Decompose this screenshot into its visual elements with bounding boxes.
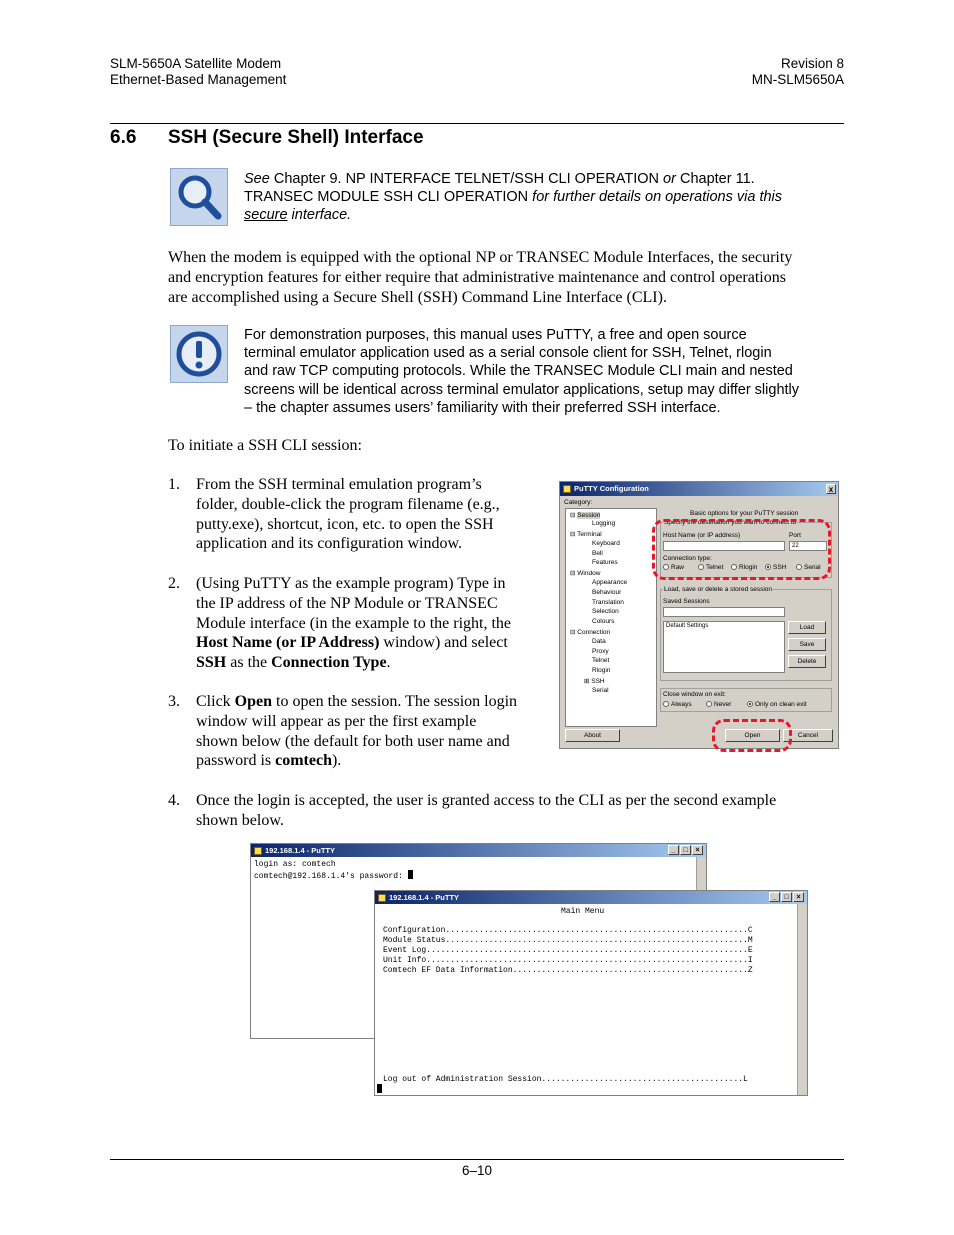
maximize-icon[interactable]: □ — [680, 845, 691, 855]
cancel-button[interactable]: Cancel — [783, 729, 833, 742]
menu-item-event-log: Event Log...................................................................E — [383, 946, 753, 955]
stored-sessions-group — [660, 586, 832, 681]
highlight-connection-settings — [652, 519, 831, 580]
radio-icon — [663, 701, 669, 707]
tree-item-bell[interactable]: Bell — [592, 550, 603, 557]
section-heading — [110, 127, 424, 149]
main-menu-heading: Main Menu — [561, 907, 605, 916]
menu-item-logout: Log out of Administration Session..........................................L — [383, 1075, 748, 1084]
section-title: SSH (Secure Shell) Interface — [168, 127, 424, 148]
menu-item-configuration: Configuration...............................................................C — [383, 926, 753, 935]
login-window-titlebar: 192.168.1.4 - PuTTY _ □ × — [251, 844, 706, 857]
step-1-number: 1. — [168, 476, 180, 493]
putty-main-menu-window — [374, 890, 808, 1096]
page-number: 6–10 — [461, 1163, 493, 1178]
putty-app-icon — [563, 485, 571, 493]
tree-item-proxy[interactable]: Proxy — [592, 648, 609, 655]
conn-type-telnet[interactable]: Telnet — [698, 564, 723, 571]
step-3-number: 3. — [168, 693, 180, 710]
destination-label: Specify the destination you want to connect to — [664, 519, 797, 526]
close-on-exit-group — [660, 688, 832, 712]
default-settings-item[interactable]: Default Settings — [666, 623, 709, 629]
save-button[interactable]: Save — [788, 638, 826, 651]
header-chapter: Ethernet-Based Management — [110, 72, 287, 87]
section-number: 6.6 — [110, 127, 137, 148]
conn-type-raw[interactable]: Raw — [663, 564, 684, 571]
steps-intro: To initiate a SSH CLI session: — [168, 437, 362, 454]
header-right — [752, 56, 844, 88]
step-1-text: From the SSH terminal emulation program’s folder, double-click the program filename (e.g., putty.exe), shortcut, icon, etc. to open the SSH application and its configuration window. — [196, 476, 500, 553]
tree-item-logging[interactable]: Logging — [592, 520, 616, 527]
exclamation-icon — [170, 325, 228, 383]
conn-type-rlogin[interactable]: Rlogin — [731, 564, 757, 571]
port-input[interactable]: 22 — [789, 541, 827, 551]
note-see-also: See Chapter 9. NP INTERFACE TELNET/SSH CLI OPERATION or Chapter 11. TRANSEC MODULE SSH CLI OPERATION for further details on operations via this secure interface. — [244, 171, 783, 224]
header-revision: Revision 8 — [780, 56, 844, 71]
magnifier-icon — [170, 168, 228, 226]
saved-sessions-label: Saved Sessions — [663, 598, 710, 605]
close-icon[interactable]: × — [692, 845, 703, 855]
port-label: Port — [789, 532, 801, 539]
tree-item-behaviour[interactable]: Behaviour — [592, 589, 622, 596]
header-product: SLM-5650A Satellite Modem — [110, 56, 282, 71]
tree-item-ssh[interactable]: SSH — [591, 678, 605, 685]
open-button[interactable]: Open — [725, 729, 780, 742]
window-controls — [668, 845, 703, 855]
scrollbar[interactable] — [797, 904, 807, 1095]
step-4-number: 4. — [168, 792, 180, 809]
maximize-icon[interactable]: □ — [781, 892, 792, 902]
note-putty: For demonstration purposes, this manual uses PuTTY, a free and open source terminal emulator application used as a serial console client for SSH, Telnet, rlogin and raw TCP computing protocols. While the TRANSEC Module CLI main and nested screens will be identical across terminal emulator applications, setup may differ slightly – the chapter assumes users’ familiarity with their preferred SSH interface. — [244, 327, 800, 416]
tree-item-colours[interactable]: Colours — [592, 618, 615, 625]
menu-item-module-status: Module Status...............................................................M — [383, 936, 753, 945]
connection-type-label: Connection type: — [663, 555, 712, 562]
step-2-number: 2. — [168, 575, 180, 592]
close-icon[interactable]: x — [826, 484, 836, 494]
putty-app-icon — [254, 847, 262, 855]
step-2-text: (Using PuTTY as the example program) Type in the IP address of the NP Module or TRANSEC Module interface (in the example to the right, the Host Name (or IP Address) window) and select SSH as the Connection Type. — [196, 575, 511, 672]
minimize-icon[interactable]: _ — [769, 892, 780, 902]
minimize-icon[interactable]: _ — [668, 845, 679, 855]
password-prompt-line: comtech@192.168.1.4's password: — [254, 870, 413, 882]
radio-icon — [706, 701, 712, 707]
close-icon[interactable]: × — [793, 892, 804, 902]
intro-paragraph: When the modem is equipped with the optional NP or TRANSEC Module Interfaces, the security and encryption features for either require that administrative maintenance and control operations are accomplished using a Secure Shell (SSH) Command Line Interface (CLI). — [168, 249, 793, 306]
login-prompt-line: login as: comtech — [254, 860, 336, 869]
exit-never[interactable]: Never — [706, 701, 731, 708]
cursor — [408, 870, 413, 879]
conn-type-ssh[interactable]: SSH — [765, 564, 786, 571]
tree-item-session[interactable]: Session — [577, 512, 601, 519]
load-save-label: Load, save or delete a stored session — [664, 586, 773, 593]
main-menu-window-titlebar: 192.168.1.4 - PuTTY _ □ × — [375, 891, 807, 904]
tree-item-appearance[interactable]: Appearance — [592, 579, 628, 586]
tree-item-keyboard[interactable]: Keyboard — [592, 540, 620, 547]
putty-config-titlebar: PuTTY Configuration x — [560, 482, 838, 496]
category-label: Category: — [564, 499, 593, 506]
putty-app-icon — [378, 894, 386, 902]
about-button[interactable]: About — [565, 729, 620, 742]
radio-selected-icon — [747, 701, 753, 707]
header-left — [110, 56, 286, 88]
header-manual-number: MN-SLM5650A — [751, 72, 844, 87]
delete-button[interactable]: Delete — [788, 655, 826, 668]
tree-item-selection[interactable]: Selection — [592, 608, 619, 615]
menu-item-comtech-info: Comtech EF Data Information.................................................Z — [383, 966, 753, 975]
conn-type-serial[interactable]: Serial — [796, 564, 821, 571]
step-4-text: Once the login is accepted, the user is granted access to the CLI as per the second example shown below. — [196, 792, 777, 829]
tree-item-window[interactable]: Window — [577, 570, 601, 577]
tree-item-telnet[interactable]: Telnet — [592, 657, 610, 664]
load-button[interactable]: Load — [788, 621, 826, 634]
host-name-label: Host Name (or IP address) — [663, 532, 741, 539]
window-controls — [769, 892, 804, 902]
tree-item-translation[interactable]: Translation — [592, 599, 624, 606]
tree-item-features[interactable]: Features — [592, 559, 618, 566]
close-on-exit-label: Close window on exit: — [663, 691, 726, 698]
tree-item-rlogin[interactable]: Rlogin — [592, 667, 611, 674]
category-tree[interactable]: ⊟ Session Logging ⊟ Terminal Keyboard Bell Features ⊟ Window Appearance Behaviour Translation Selection Colours ⊟ Connection Data Proxy Telnet Rlogin ⊞ SSH Serial — [565, 508, 657, 727]
footer-rule — [110, 1159, 844, 1160]
menu-item-unit-info: Unit Info...................................................................I — [383, 956, 753, 965]
saved-sessions-list[interactable] — [663, 621, 785, 673]
tree-item-connection[interactable]: Connection — [577, 629, 611, 636]
cursor — [377, 1084, 382, 1093]
tree-item-terminal[interactable]: Terminal — [577, 531, 602, 538]
exit-clean[interactable]: Only on clean exit — [747, 701, 807, 708]
highlight-open-button — [712, 719, 792, 752]
step-3-text: Click Open to open the session. The session login window will appear as per the first example shown below (the default for both user name and password is comtech). — [196, 693, 518, 770]
tree-item-serial[interactable]: Serial — [592, 687, 609, 694]
cursor-line — [377, 1084, 382, 1096]
tree-item-data[interactable]: Data — [592, 638, 606, 645]
header-rule — [110, 123, 844, 124]
basic-options-label: Basic options for your PuTTY session — [690, 510, 799, 517]
saved-session-input[interactable] — [663, 607, 785, 617]
exit-always[interactable]: Always — [663, 701, 692, 708]
